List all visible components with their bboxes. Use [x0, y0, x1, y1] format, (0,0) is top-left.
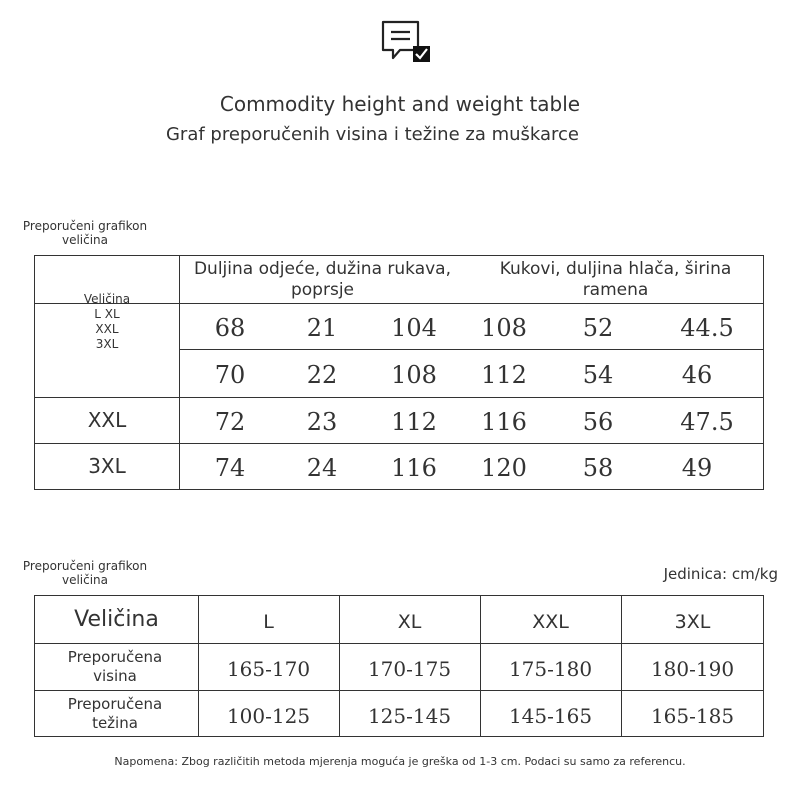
table1-divider — [35, 443, 763, 444]
table-cell: 74 — [214, 454, 246, 482]
table-cell: 46 — [681, 361, 713, 389]
table-cell: 52 — [582, 314, 614, 342]
row-label: Preporučena visina — [67, 647, 163, 685]
page-title: Commodity height and weight table — [219, 92, 581, 116]
table1-divider — [179, 349, 763, 350]
table-cell: 145-165 — [508, 703, 593, 728]
row-label: Preporučena težina — [67, 694, 163, 732]
size-column-header: XXL — [532, 610, 569, 633]
table-cell: 112 — [481, 361, 527, 389]
table-cell: 68 — [214, 314, 246, 342]
table-cell: 24 — [306, 454, 338, 482]
table-cell: 54 — [582, 361, 614, 389]
table-cell: 23 — [306, 408, 338, 436]
table-cell: 108 — [391, 361, 437, 389]
size-header: Veličina — [83, 292, 131, 306]
table-cell: 112 — [391, 408, 437, 436]
size-header: Veličina — [74, 607, 159, 632]
column-group-header: Kukovi, duljina hlača, širina ramena — [499, 259, 732, 300]
size-column-header: 3XL — [674, 610, 711, 633]
table-cell: 44.5 — [680, 314, 734, 342]
table-cell: 49 — [681, 454, 713, 482]
size-measurement-table — [34, 255, 764, 490]
table-cell: 21 — [306, 314, 338, 342]
size-label: L XL — [94, 307, 120, 321]
table-cell: 104 — [391, 314, 437, 342]
table-cell: 22 — [306, 361, 338, 389]
table-cell: 70 — [214, 361, 246, 389]
size-label: 3XL — [88, 454, 126, 478]
table-cell: 116 — [481, 408, 527, 436]
table-cell: 72 — [214, 408, 246, 436]
table-cell: 165-185 — [650, 703, 735, 728]
table-cell: 100-125 — [226, 703, 311, 728]
recommended-size-table — [34, 595, 764, 737]
footnote: Napomena: Zbog različitih metoda mjerenja moguća je greška od 1-3 cm. Podaci su samo za referencu. — [114, 755, 686, 768]
table-cell: 165-170 — [226, 656, 311, 681]
table-cell: 120 — [481, 454, 527, 482]
size-label: 3XL — [95, 337, 119, 351]
table-cell: 175-180 — [508, 656, 593, 681]
table-cell: 56 — [582, 408, 614, 436]
table-cell: 125-145 — [367, 703, 452, 728]
table-cell: 58 — [582, 454, 614, 482]
size-column-header: L — [263, 610, 274, 633]
size-label-group — [35, 292, 179, 352]
table-cell: 108 — [481, 314, 527, 342]
unit-label: Jedinica: cm/kg — [663, 565, 778, 583]
table-cell: 116 — [391, 454, 437, 482]
table-cell: 47.5 — [680, 408, 734, 436]
table1-caption: Preporučeni grafikon veličina — [22, 219, 148, 247]
table-cell: 170-175 — [367, 656, 452, 681]
size-label: XXL — [87, 408, 127, 432]
page-subtitle: Graf preporučenih visina i težine za muškarce — [165, 124, 580, 145]
column-group-header: Duljina odjeće, dužina rukava, poprsje — [193, 259, 452, 300]
size-column-header: XL — [397, 610, 422, 633]
size-label: XXL — [95, 322, 119, 336]
table2-caption: Preporučeni grafikon veličina — [22, 559, 148, 587]
table-cell: 180-190 — [650, 656, 735, 681]
table1-divider — [35, 397, 763, 398]
message-check-icon — [380, 20, 432, 64]
